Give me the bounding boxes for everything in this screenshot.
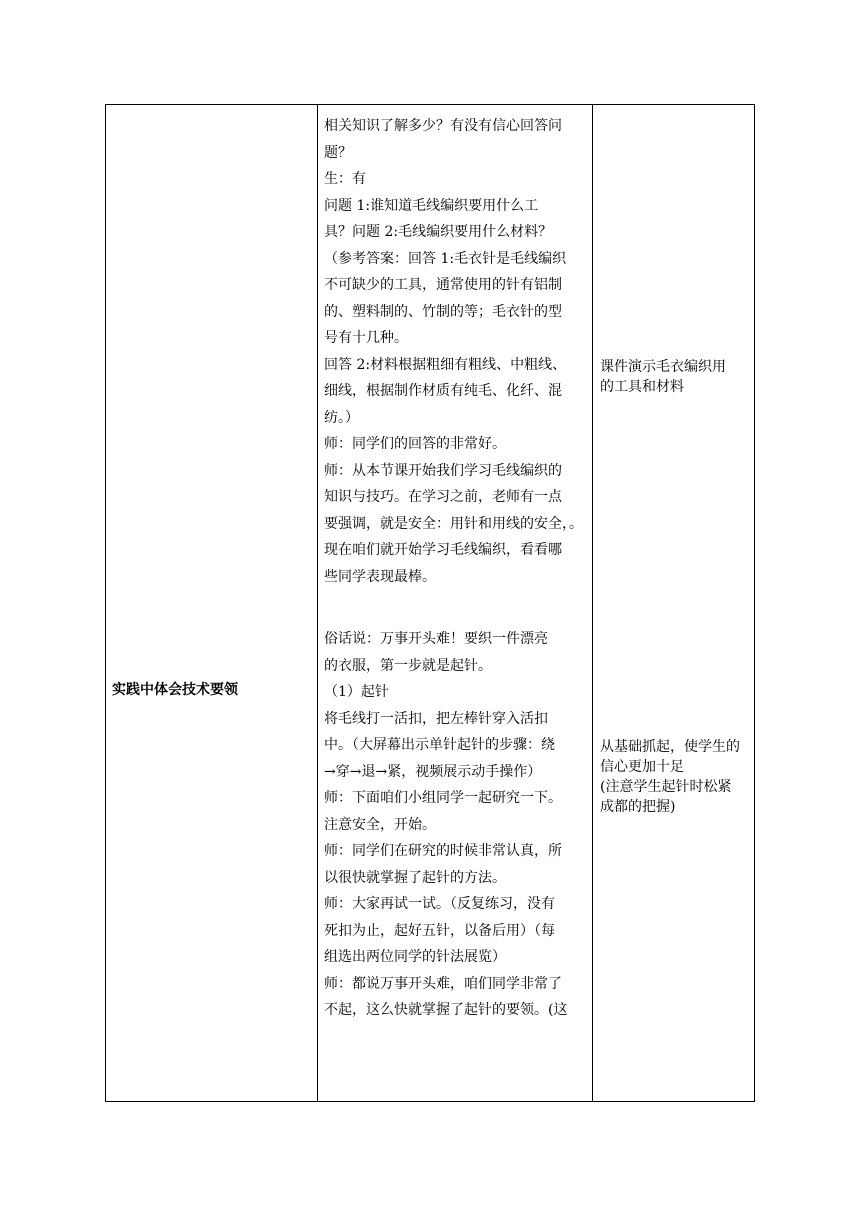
middle_lines-line: 细线，根据制作材质有纯毛、化纤、混 — [324, 383, 562, 399]
middle_lines-line: 师：大家再试一试。（反复练习，没有 — [324, 896, 555, 912]
middle_lines-line: 知识与技巧。在学习之前，老师有一点 — [324, 489, 562, 505]
middle_lines-line: 要强调，就是安全：用针和用线的安全，。 — [324, 515, 583, 532]
middle_lines-line: 题？ — [324, 144, 352, 161]
design-note-tools — [600, 357, 752, 397]
middle_lines-line: 中。（大屏幕出示单针起针的步骤：绕 — [324, 737, 555, 753]
middle_lines-line: →穿→退→紧，视频展示动手操作） — [324, 763, 542, 780]
middle_lines-line: 的衣服，第一步就是起针。 — [324, 657, 492, 674]
right_note_2-line: 从基础抓起，使学生的 — [600, 739, 740, 755]
design-note-basics — [600, 737, 752, 817]
middle_lines-line: 现在咱们就开始学习毛线编织，看看哪 — [324, 542, 562, 558]
lesson-plan-table — [105, 104, 755, 1102]
column-divider — [592, 105, 593, 1101]
middle_lines-line: 师：都说万事开头难，咱们同学非常了 — [324, 975, 562, 992]
middle_lines-line: 相关知识了解多少？有没有信心回答问 — [324, 118, 562, 134]
teaching-process-column — [324, 113, 590, 1024]
middle_lines-line: 纺。） — [324, 409, 359, 426]
middle_lines-line: 不可缺少的工具，通常使用的针有铝制 — [324, 277, 562, 293]
middle_lines-line: 以很快就掌握了起针的方法。 — [324, 869, 506, 886]
middle_lines-line: 师：同学们的回答的非常好。 — [324, 436, 506, 452]
right_note_1-line: 课件演示毛衣编织用 — [600, 359, 726, 375]
right_note_2-line: 成都的把握) — [600, 799, 676, 815]
middle_lines-line: 组选出两位同学的针法展览） — [324, 949, 506, 965]
middle_lines-line: （1）起针 — [324, 684, 389, 700]
middle_lines-line: 俗话说：万事开头难！要织一件漂亮 — [324, 631, 548, 647]
right_note_2-line: (注意学生起针时松紧 — [600, 779, 732, 795]
paragraph-gap — [324, 590, 590, 626]
middle_lines-line: 注意安全，开始。 — [324, 816, 436, 833]
middle_lines-line: 生：有 — [324, 171, 366, 187]
middle_lines-line: 将毛线打一活扣，把左棒针穿入活扣 — [324, 710, 548, 727]
stage-label: 实践中体会技术要领 — [112, 682, 238, 698]
middle_lines-line: （参考答案：回答 1:毛衣针是毛线编织 — [324, 250, 567, 267]
middle_lines-line: 死扣为止，起好五针，以备后用）（每 — [324, 922, 555, 939]
right_note_1-line: 的工具和材料 — [600, 379, 684, 395]
middle_lines-line: 师：从本节课开始我们学习毛线编织的 — [324, 462, 562, 479]
middle_lines-line: 回答 2:材料根据粗细有粗线、中粗线、 — [324, 356, 567, 373]
middle_lines-line: 的、塑料制的、竹制的等；毛衣针的型 — [324, 303, 562, 320]
middle_lines-line: 号有十几种。 — [324, 330, 408, 346]
column-divider — [317, 105, 318, 1101]
middle_lines-line: 具？问题 2:毛线编织要用什么材料？ — [324, 224, 553, 240]
middle_lines-line: 些同学表现最棒。 — [324, 568, 436, 585]
middle_lines-line: 师：同学们在研究的时候非常认真，所 — [324, 843, 562, 859]
middle_lines-line: 不起，这么快就掌握了起针的要领。(这 — [324, 1002, 568, 1018]
right_note_2-line: 信心更加十足 — [600, 759, 684, 775]
middle_lines-line: 问题 1:谁知道毛线编织要用什么工 — [324, 197, 539, 214]
middle_lines-line: 师：下面咱们小组同学一起研究一下。 — [324, 790, 562, 806]
